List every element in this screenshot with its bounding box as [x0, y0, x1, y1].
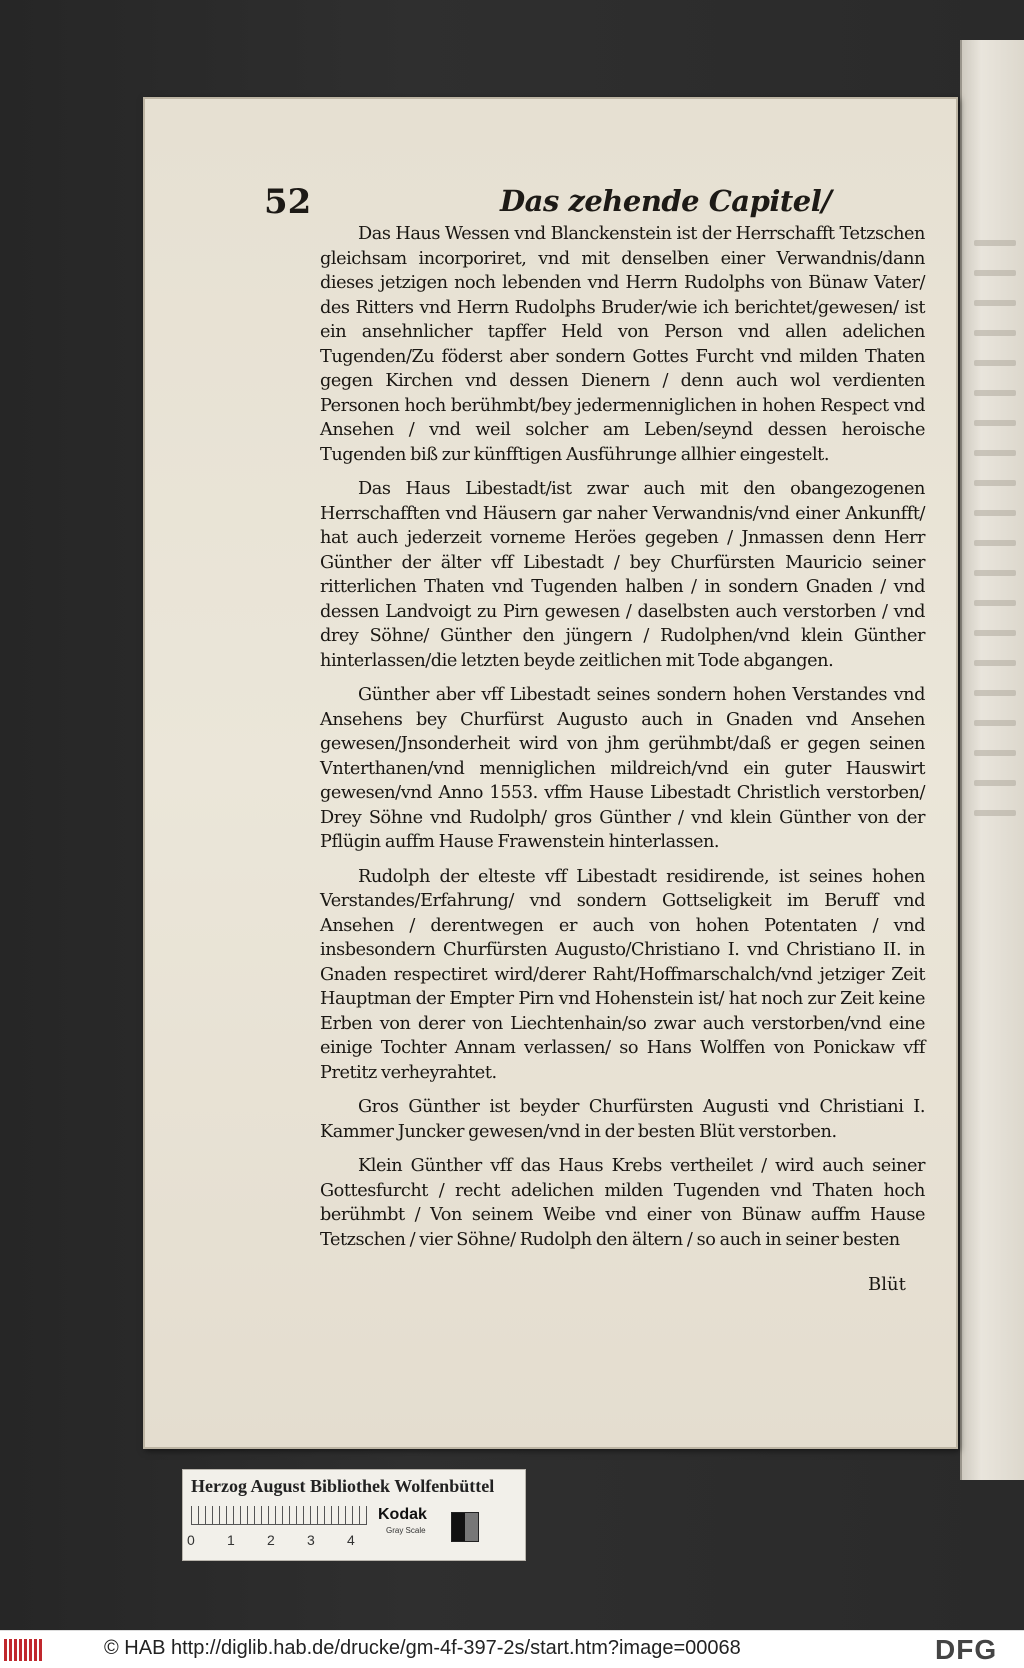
adjacent-page-edge	[960, 40, 1024, 1480]
gray-scale-label: Gray Scale	[386, 1526, 426, 1535]
footer-bar	[0, 1630, 1024, 1668]
page-number: 52	[264, 182, 312, 222]
ruler-tick-label: 3	[307, 1532, 315, 1548]
catchword: Blüt	[868, 1274, 906, 1295]
paragraph: Rudolph der elteste vff Libestadt residirende, ist seines hohen Verstandes/Erfahrung/ vnd sondern Gottseligkeit im Beruff vnd Ansehen / derentwegen er auch von hohen Potentaten / vnd insbesondern Churfürsten Augusto/Christiano I. vnd Christiano II. in Gnaden respectiret wird/derer Raht/Hoffmarschalch/vnd jetziger Zeit Hauptman der Empter Pirn vnd Hohenstein ist/ hat noch zur Zeit keine Erben von derer von Liechtenhain/so zwar auch verstorben/vnd eine einige Tochter Annam verlassen/ so Hans Wolffen von Ponickaw vff Pretitz verheyrahtet.	[320, 866, 925, 1083]
ruler-tick-label: 4	[347, 1532, 355, 1548]
library-name: Herzog August Bibliothek Wolfenbüttel	[191, 1476, 495, 1496]
color-calibration-card	[182, 1469, 526, 1561]
paragraph: Günther aber vff Libestadt seines sondern hohen Verstandes vnd Ansehens bey Churfürst Augusto auch in Gnaden vnd Ansehen gewesen/Jnsonderheit wird von jhm gerühmbt/daß er gegen seinen Vnterthanen/vnd menniglichen mildreich/vnd ein guter Hauswirt gewesen/vnd Anno 1553. vffm Hause Libestadt Christlich verstorben/ Drey Söhne vnd Rudolph/ gros Günther / vnd klein Günther von der Pflügin auffm Hause Frawenstein hinterlassen.	[320, 685, 925, 852]
ruler-tick-label: 0	[187, 1532, 195, 1548]
paragraph: Das Haus Wessen vnd Blanckenstein ist der Herrschafft Tetzschen gleichsam incorporiret, vnd mit denselben einer Verwandnis/dann dieses jetzigen noch lebenden vnd Herrn Rudolphs von Bünaw Vater/ des Ritters vnd Herrn Rudolphs Bruder/wie ich berichtet/gewesen/ ist ein ansehnlicher tapffer Held von Person vnd allen adelichen Tugenden/Zu föderst aber sondern Gottes Furcht vnd milden Thaten gegen Kirchen vnd dessen Dienern / denn auch wol verdienten Personen hoch berühmbt/bey jedermenniglichen in hohen Respect vnd Ansehen / vnd weil solcher am Leben/seynd dessen heroische Tugenden biß zur künfftigen Ausführunge allhier eingestelt.	[320, 224, 925, 465]
body-text	[320, 222, 925, 1262]
scale-ruler	[191, 1506, 367, 1525]
ruler-tick-label: 2	[267, 1532, 275, 1548]
paragraph: Klein Günther vff das Haus Krebs vertheilet / wird auch seiner Gottesfurcht / recht adelichen milden Tugenden vnd Thaten hoch berühmbt / Von seinem Weibe vnd einer von Bünaw auffm Hause Tetzschen / vier Söhne/ Rudolph den ältern / so auch in seiner besten	[320, 1156, 925, 1250]
footer-credit-link[interactable]: © HAB http://diglib.hab.de/drucke/gm-4f-397-2s/start.htm?image=00068	[104, 1637, 741, 1659]
hab-logo-icon	[4, 1639, 44, 1661]
paragraph: Gros Günther ist beyder Churfürsten Augusti vnd Christiani I. Kammer Juncker gewesen/vnd in der besten Blüt verstorben.	[320, 1097, 925, 1142]
dfg-logo: DFG	[935, 1634, 998, 1665]
kodak-label: Kodak	[378, 1506, 427, 1523]
ruler-tick-label: 1	[227, 1532, 235, 1548]
running-head: Das zehende Capitel/	[500, 184, 832, 218]
gray-patch	[451, 1512, 479, 1542]
paragraph: Das Haus Libestadt/ist zwar auch mit den obangezogenen Herrschafften vnd Häusern gar naher Verwandnis/vnd einer Ankunfft/ hat auch jederzeit vorneme Heröes gegeben / Jnmassen denn Herr Günther der älter vff Libestadt / bey Churfürsten Mauricio seiner ritterlichen Thaten vnd Tugenden halben / in sondern Gnaden / vnd dessen Landvoigt zu Pirn gewesen / daselbsten auch verstorben / vnd drey Söhne/ Günther den jüngern / Rudolphen/vnd klein Günther hinterlassen/die letzten beyde zeitlichen mit Tode abgangen.	[320, 479, 925, 671]
